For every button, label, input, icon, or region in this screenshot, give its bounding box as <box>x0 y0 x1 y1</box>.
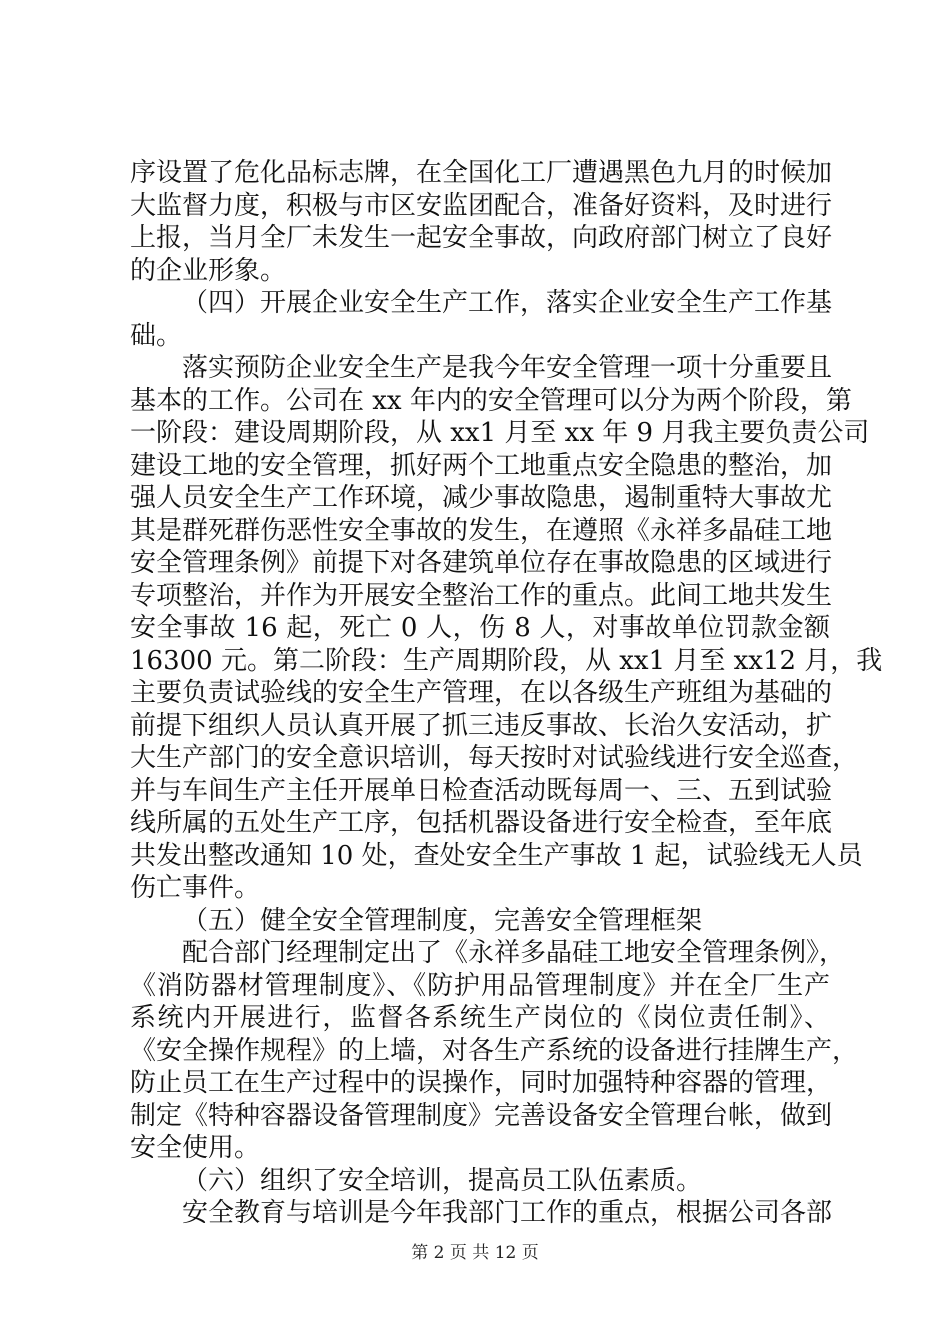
body-line: 序设置了危化品标志牌，在全国化工厂遭遇黑色九月的时候加 <box>130 158 833 188</box>
body-line: 16300 元。第二阶段：生产周期阶段，从 xx1 月至 xx12 月，我 <box>130 646 883 676</box>
body-line: 线所属的五处生产工序，包括机器设备进行安全检查，至年底 <box>130 808 833 838</box>
section-heading-5: （五）健全安全管理制度，完善安全管理框架 <box>182 906 703 936</box>
section-heading-4: （四）开展企业安全生产工作，落实企业安全生产工作基 <box>182 288 833 318</box>
body-line: 的企业形象。 <box>130 256 287 286</box>
body-line: 落实预防企业安全生产是我今年安全管理一项十分重要且 <box>182 353 833 383</box>
body-line: 《消防器材管理制度》、《防护用品管理制度》并在全厂生产 <box>130 971 830 1001</box>
body-line: 大监督力度，积极与市区安监团配合，准备好资料，及时进行 <box>130 191 833 221</box>
body-line: 专项整治，并作为开展安全整治工作的重点。此间工地共发生 <box>130 581 833 611</box>
body-line: 其是群死群伤恶性安全事故的发生，在遵照《永祥多晶硅工地 <box>130 516 833 546</box>
body-line: 安全管理条例》前提下对各建筑单位存在事故隐患的区域进行 <box>130 548 833 578</box>
body-line: 上报，当月全厂未发生一起安全事故，向政府部门树立了良好 <box>130 223 833 253</box>
body-line: 主要负责试验线的安全生产管理，在以各级生产班组为基础的 <box>130 678 833 708</box>
body-line: 安全使用。 <box>130 1133 261 1163</box>
body-line: 基本的工作。公司在 xx 年内的安全管理可以分为两个阶段，第 <box>130 386 852 416</box>
section-heading-4-cont: 础。 <box>130 321 183 351</box>
body-line: 大生产部门的安全意识培训，每天按时对试验线进行安全巡查， <box>130 743 859 773</box>
body-line: 《安全操作规程》的上墙，对各生产系统的设备进行挂牌生产， <box>130 1036 859 1066</box>
body-line: 一阶段：建设周期阶段，从 xx1 月至 xx 年 9 月我主要负责公司 <box>130 418 870 448</box>
page-number-footer: 第 2 页 共 12 页 <box>411 1243 539 1263</box>
body-line: 共发出整改通知 10 处，查处安全生产事故 1 起，试验线无人员 <box>130 841 863 871</box>
body-line: 制定《特种容器设备管理制度》完善设备安全管理台帐，做到 <box>130 1101 833 1131</box>
body-line: 强人员安全生产工作环境，减少事故隐患，遏制重特大事故尤 <box>130 483 833 513</box>
body-line: 伤亡事件。 <box>130 873 261 903</box>
body-line: 安全事故 16 起，死亡 0 人，伤 8 人，对事故单位罚款金额 <box>130 613 830 643</box>
body-line: 并与车间生产主任开展单日检查活动既每周一、三、五到试验 <box>130 776 833 806</box>
body-line: 配合部门经理制定出了《永祥多晶硅工地安全管理条例》， <box>182 938 846 968</box>
section-heading-6: （六）组织了安全培训，提高员工队伍素质。 <box>182 1166 703 1196</box>
body-line: 建设工地的安全管理，抓好两个工地重点安全隐患的整治，加 <box>130 451 833 481</box>
body-line: 系统内开展进行，监督各系统生产岗位的《岗位责任制》、 <box>130 1003 830 1033</box>
body-line: 防止员工在生产过程中的误操作，同时加强特种容器的管理， <box>130 1068 833 1098</box>
body-line: 安全教育与培训是今年我部门工作的重点，根据公司各部 <box>182 1198 833 1228</box>
body-line: 前提下组织人员认真开展了抓三违反事故、长治久安活动，扩 <box>130 711 833 741</box>
